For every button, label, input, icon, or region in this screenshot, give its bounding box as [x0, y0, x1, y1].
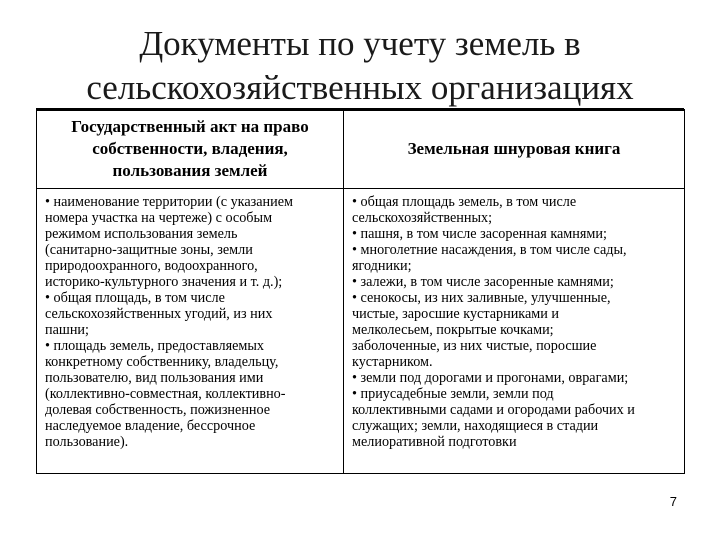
state-act-text-line: историко-культурного значения и т. д.);: [45, 274, 283, 290]
header-state-act-line-1: Государственный акт на право: [71, 117, 309, 136]
table-body-row: [37, 189, 685, 474]
land-book-text-line: • пашня, в том числе засоренная камнями;: [352, 226, 607, 242]
land-book-text-line: сельскохозяйственных;: [352, 210, 493, 226]
land-book-text-line: кустарником.: [352, 354, 433, 370]
state-act-text-line: пользователю, вид пользования ими: [45, 370, 264, 386]
land-book-text-line: служащих; земли, находящиеся в стадии: [352, 418, 599, 434]
land-book-text-line: • многолетние насаждения, в том числе сады,: [352, 242, 627, 258]
table-header-row: [37, 110, 685, 189]
header-land-book: Земельная шнуровая книга: [407, 139, 621, 158]
slide-title: [20, 22, 700, 110]
state-act-text-line: природоохранного, водоохранного,: [45, 258, 258, 274]
state-act-text-line: номера участка на чертеже) с особым: [45, 210, 273, 226]
state-act-text-line: конкретному собственнику, владельцу,: [45, 354, 279, 370]
state-act-text-line: (коллективно-совместная, коллективно-: [45, 386, 286, 402]
slide-title-line-1: Документы по учету земель в: [139, 24, 581, 63]
state-act-text-line: • общая площадь, в том числе: [45, 290, 225, 306]
body-cell-land-book: [344, 189, 685, 474]
body-cell-state-act: [37, 189, 344, 474]
state-act-text-line: долевая собственность, пожизненное: [45, 402, 271, 418]
state-act-text-line: режимом использования земель: [45, 226, 238, 242]
page-number: 7: [669, 494, 677, 509]
header-cell-state-act: [37, 110, 344, 189]
state-act-text-line: пашни;: [45, 322, 89, 338]
state-act-text-line: • площадь земель, предоставляемых: [45, 338, 265, 354]
land-book-text-line: • земли под дорогами и прогонами, оврагами;: [352, 370, 629, 386]
header-cell-land-book: [344, 110, 685, 189]
documents-table: [36, 109, 685, 474]
state-act-text-line: • наименование территории (с указанием: [45, 194, 294, 210]
land-book-text-line: • сенокосы, из них заливные, улучшенные,: [352, 290, 611, 306]
state-act-text-line: наследуемое владение, бессрочное: [45, 418, 256, 434]
header-state-act-line-3: пользования землей: [112, 161, 268, 180]
state-act-text-line: пользование).: [45, 434, 129, 450]
slide-title-line-2: сельскохозяйственных организациях: [86, 68, 634, 107]
land-book-text-line: мелиоративной подготовки: [352, 434, 517, 450]
header-state-act-line-2: собственности, владения,: [92, 139, 288, 158]
land-book-text-line: заболоченные, из них чистые, поросшие: [352, 338, 597, 354]
land-book-text-line: ягодники;: [352, 258, 412, 274]
state-act-text-line: (санитарно-защитные зоны, земли: [45, 242, 253, 258]
land-book-text-line: мелколесьем, покрытые кочками;: [352, 322, 554, 338]
state-act-text-line: сельскохозяйственных угодий, из них: [45, 306, 273, 322]
land-book-text-line: чистые, заросшие кустарниками и: [352, 306, 559, 322]
land-book-text-line: • общая площадь земель, в том числе: [352, 194, 577, 210]
land-book-text-line: • приусадебные земли, земли под: [352, 386, 554, 402]
land-book-text-line: коллективными садами и огородами рабочих и: [352, 402, 635, 418]
land-book-text-line: • залежи, в том числе засоренные камнями;: [352, 274, 614, 290]
